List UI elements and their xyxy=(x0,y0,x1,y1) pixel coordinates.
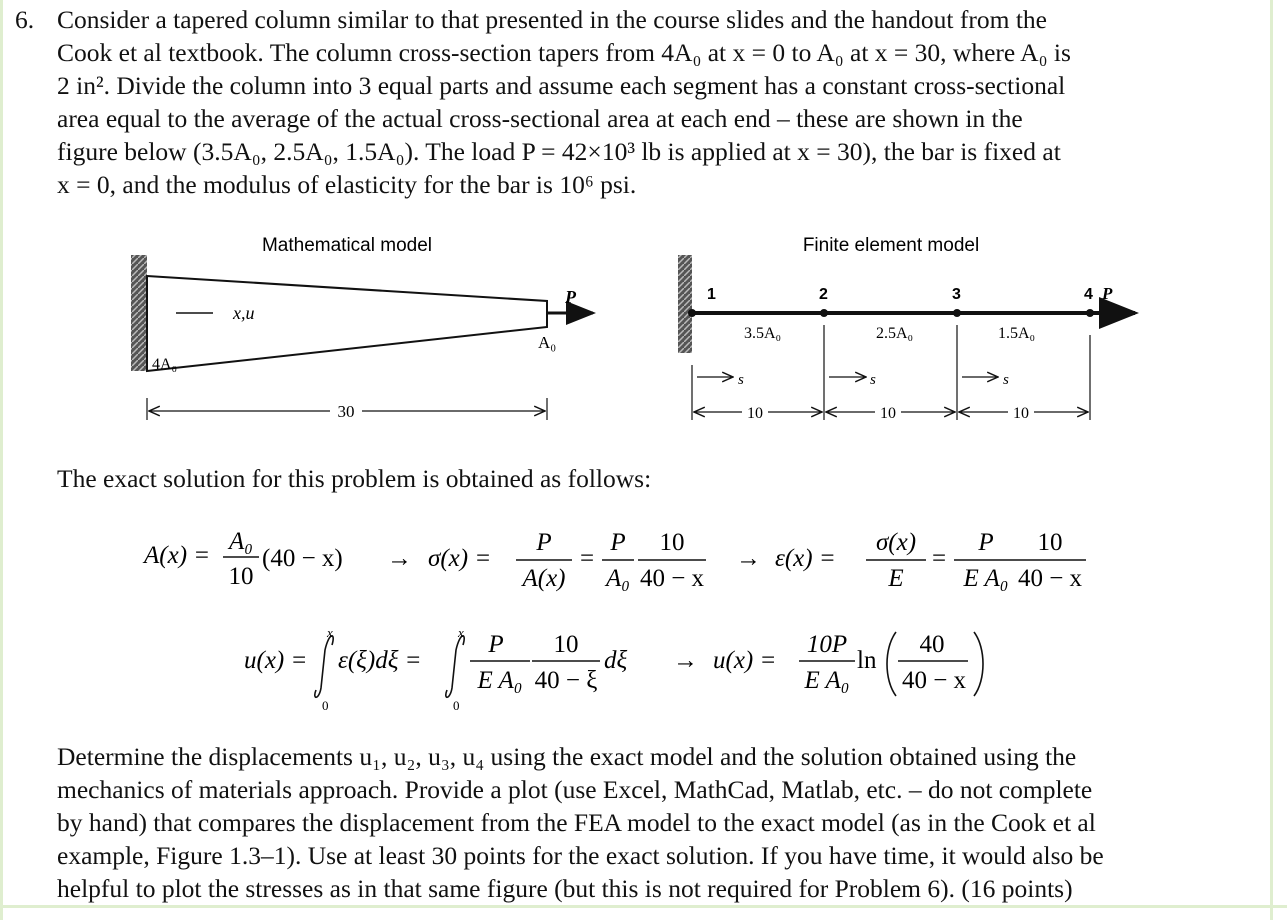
fe-s-label: s xyxy=(738,372,744,388)
disp-sol-num: 10P xyxy=(806,631,848,658)
problem-line: Cook et al textbook. The column cross-section tapers from 4A₀ at x = 0 to A₀ at x = 30, where A₀ is xyxy=(57,38,1071,67)
stress-frac3-num: 10 xyxy=(659,529,685,556)
fe-dim-label: 10 xyxy=(747,405,763,422)
fe-s-label: s xyxy=(870,372,876,388)
integral-sign xyxy=(446,636,464,697)
problem-line: 2 in². Divide the column into 3 equal parts and assume each segment has a constant cross-sectional xyxy=(57,71,1066,100)
end-area-label: A₀ xyxy=(538,333,557,352)
fe-dim-label: 10 xyxy=(1013,405,1029,422)
area-frac-den: 10 xyxy=(228,563,254,590)
strain-frac2-num: P xyxy=(978,529,994,556)
fe-area-label: 2.5A₀ xyxy=(876,325,914,342)
fe-node-label: 3 xyxy=(952,286,961,303)
stress-frac1-num: P xyxy=(536,529,552,556)
ln-num: 40 xyxy=(919,631,945,658)
closing-line: mechanics of materials approach. Provide a plot (use Excel, MathCad, Matlab, etc. – do not complete xyxy=(57,775,1093,804)
fe-load-label: P xyxy=(1102,284,1113,303)
displacement-integral xyxy=(244,625,628,713)
stress-frac2-den: A₀ xyxy=(606,565,630,592)
start-area-label: 4A₀ xyxy=(152,356,178,373)
stress-frac2-num: P xyxy=(610,529,626,556)
disp-sol-lhs: u(x) = xyxy=(713,647,777,674)
strain-frac3-num: 10 xyxy=(1037,529,1063,556)
closing-line: Determine the displacements u₁, u₂, u₃, u₄ using the exact model and the solution obtained using the xyxy=(57,742,1077,771)
arrow: → xyxy=(736,545,761,572)
strain-frac2-den: E A₀ xyxy=(963,565,1009,592)
disp-sol-den: E A₀ xyxy=(804,667,850,694)
stress-frac1-den: A(x) xyxy=(522,565,566,592)
disp-frac1-num: P xyxy=(488,631,504,658)
problem-line: x = 0, and the modulus of elasticity for the bar is 10⁶ psi. xyxy=(57,170,637,199)
int-lower: 0 xyxy=(453,698,460,713)
disp-frac2-den: 40 − ξ xyxy=(534,667,598,694)
fe-area-label: 1.5A₀ xyxy=(998,325,1036,342)
right-paren xyxy=(974,632,983,696)
strain-lhs: ε(x) = xyxy=(775,545,836,572)
fe-model-title: Finite element model xyxy=(802,235,980,256)
int-upper: x xyxy=(458,625,464,640)
problem-line: area equal to the average of the actual cross-sectional area at each end – these are shown in the xyxy=(57,104,1023,133)
problem-line: Consider a tapered column similar to that presented in the course slides and the handout from the xyxy=(57,5,1047,34)
stress-equation xyxy=(428,529,706,592)
axis-label-xu: x,u xyxy=(233,303,255,323)
closing-paragraph xyxy=(57,740,1262,905)
load-label-p: P xyxy=(565,287,576,307)
problem-line: figure below (3.5A₀, 2.5A₀, 1.5A₀). The load P = 42×10³ lb is applied at x = 30), the bar is fixed at xyxy=(57,137,1061,166)
disp-lhs: u(x) = xyxy=(244,647,308,674)
area-lhs: A(x) = xyxy=(144,542,211,569)
area-equation xyxy=(142,528,343,590)
equals-sign: = xyxy=(580,545,595,572)
dim-label-30: 30 xyxy=(337,402,355,421)
stress-frac3-den: 40 − x xyxy=(639,565,705,592)
math-model-title: Mathematical model xyxy=(261,235,433,256)
fe-s-label: s xyxy=(1003,372,1009,388)
fe-dim-label: 10 xyxy=(880,405,896,422)
integrand: ε(ξ)dξ = xyxy=(338,647,422,674)
displacement-solution xyxy=(713,631,983,696)
int-lower: 0 xyxy=(322,698,329,713)
ln-label: ln xyxy=(857,647,877,674)
disp-frac1-den: E A₀ xyxy=(477,667,523,694)
dxi: dξ xyxy=(604,647,628,674)
fe-node-label: 2 xyxy=(819,286,828,303)
strain-frac3-den: 40 − x xyxy=(1017,565,1083,592)
int-upper: x xyxy=(327,625,333,640)
area-rest: (40 − x) xyxy=(262,545,343,572)
problem-number: 6. xyxy=(15,5,35,34)
strain-frac1-den: E xyxy=(888,565,904,592)
strain-frac1-num: σ(x) xyxy=(875,529,917,556)
closing-line: example, Figure 1.3–1). Use at least 30 points for the exact solution. If you have time, it would also be xyxy=(57,841,1104,870)
closing-line: by hand) that compares the displacement from the FEA model to the exact model (as in the Cook et al xyxy=(57,808,1096,837)
fe-node-label: 1 xyxy=(707,286,716,303)
intro-sentence: The exact solution for this problem is obtained as follows: xyxy=(57,464,652,493)
fe-area-label: 3.5A₀ xyxy=(744,325,782,342)
strain-equation xyxy=(775,529,1086,592)
stress-lhs: σ(x) = xyxy=(428,545,492,572)
fe-node-label: 4 xyxy=(1084,286,1093,303)
area-frac-num: A₀ xyxy=(229,528,253,555)
equals-sign: = xyxy=(932,545,947,572)
ln-den: 40 − x xyxy=(901,667,967,694)
left-paren xyxy=(887,632,896,696)
arrow: → xyxy=(387,545,412,572)
integral-sign xyxy=(315,636,333,697)
arrow: → xyxy=(673,647,698,674)
closing-line: helpful to plot the stresses as in that same figure (but this is not required for Problem 6). (16 points) xyxy=(57,874,1073,903)
disp-frac2-num: 10 xyxy=(553,631,579,658)
